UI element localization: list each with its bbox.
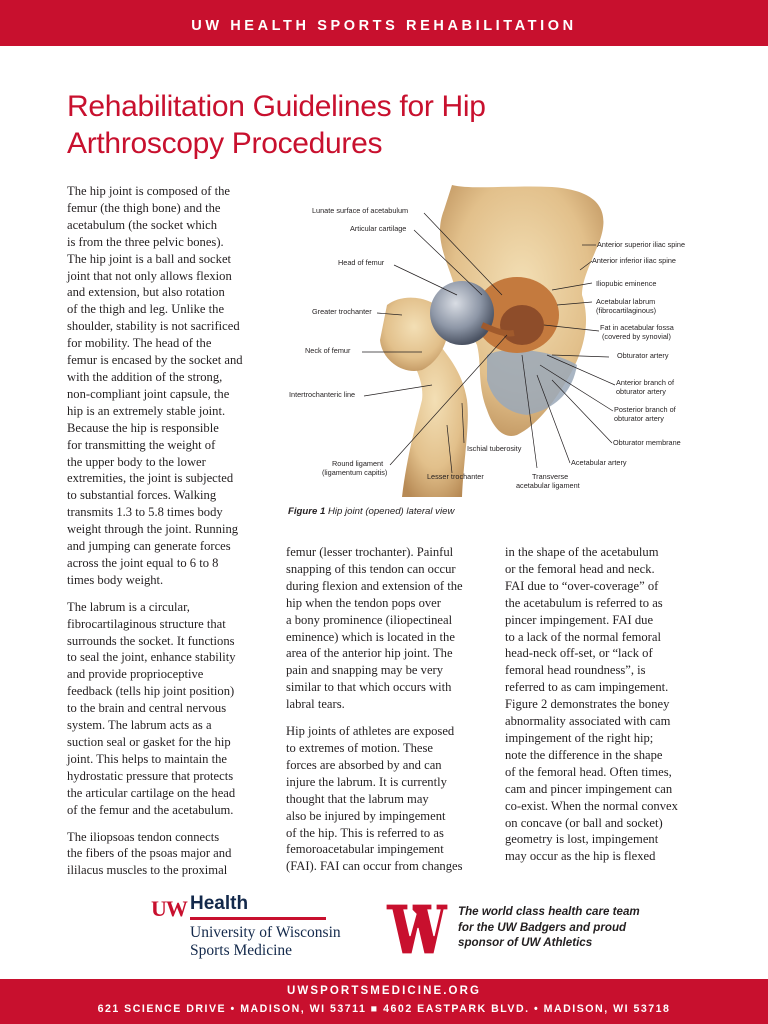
text-line: Figure 2 demonstrates the boney — [505, 697, 670, 712]
text-line: femur (the thigh bone) and the — [67, 200, 221, 215]
label-transverse-2: acetabular ligament — [516, 481, 580, 490]
text-line: pincer impingement. FAI due — [505, 612, 654, 627]
logo-rule — [190, 917, 326, 920]
tagline — [458, 904, 678, 951]
text-line: joint that not only allows flexion — [67, 268, 232, 283]
text-line: or the femoral head and neck. — [505, 561, 655, 576]
text-line: area of the anterior hip joint. The — [286, 646, 453, 661]
column1-paragraph-1 — [67, 183, 263, 589]
femoral-head-shape — [430, 281, 494, 345]
label-obt-membrane: Obturator membrane — [613, 438, 681, 447]
banner-text: UW HEALTH SPORTS REHABILITATION — [191, 18, 577, 34]
text-line: on concave (or ball and socket) — [505, 815, 663, 830]
label-round-1: Round ligament — [332, 459, 384, 468]
motion-w-shape — [386, 904, 448, 954]
uw-health-logo-mark: UW — [151, 896, 187, 921]
acetabular-fossa-shape — [500, 305, 544, 345]
text-line: transmits 1.3 to 5.8 times body — [67, 505, 223, 520]
label-iliopubic: Iliopubic eminence — [596, 279, 657, 288]
label-post-branch-1: Posterior branch of — [614, 405, 676, 414]
label-articular: Articular cartilage — [350, 224, 407, 233]
text-line: hip when the tendon pops over — [286, 595, 441, 610]
text-line: the articular cartilage on the head — [67, 785, 236, 800]
text-line: for transmitting the weight of — [67, 437, 216, 452]
title-line-2: Arthroscopy Procedures — [67, 127, 383, 160]
text-line: to extremes of motion. These — [286, 740, 434, 755]
text-line: hydrostatic pressure that protects — [67, 768, 234, 783]
label-intertroch: Intertrochanteric line — [289, 390, 356, 399]
text-line: to seal the joint, enhance stability — [67, 650, 236, 665]
text-column-2 — [286, 544, 482, 885]
label-head: Head of femur — [338, 258, 385, 267]
label-ant-branch-2: obturator artery — [616, 387, 666, 396]
text-line: Because the hip is responsible — [67, 420, 219, 435]
text-line: suction seal or gasket for the hip — [67, 735, 231, 749]
text-line: of the hip. This is referred to as — [286, 825, 444, 840]
tagline-line-1: The world class health care team — [458, 905, 640, 918]
text-line: cam and pincer impingement can — [505, 781, 673, 796]
text-line: across the joint equal to 6 to 8 — [67, 555, 219, 570]
text-line: The hip joint is composed of the — [67, 184, 230, 198]
text-line: times body weight. — [67, 572, 164, 587]
text-line: (FAI). FAI can occur from changes — [286, 859, 463, 874]
column1-paragraph-3 — [67, 829, 263, 880]
label-round-2: (ligamentum capitis) — [322, 468, 388, 477]
caption-label: Figure 1 — [288, 506, 326, 517]
text-line: forces are absorbed by and can — [286, 757, 442, 772]
text-line: femoral head roundness”, is — [505, 663, 646, 678]
website-link[interactable]: UWSPORTSMEDICINE.ORG — [286, 985, 482, 997]
column2-paragraph-2 — [286, 723, 482, 875]
text-line: labral tears. — [286, 697, 345, 712]
tagline-line-2: for the UW Badgers and proud — [458, 920, 627, 934]
text-line: thought that the labrum may — [286, 791, 429, 806]
text-line: The hip joint is a ball and socket — [67, 251, 232, 266]
label-fat-1: Fat in acetabular fossa — [600, 323, 674, 332]
address-text: 621 SCIENCE DRIVE • MADISON, WI 53711 ■ 4602 EASTPARK BLVD. • MADISON, WI 53718 — [97, 1003, 671, 1015]
text-line: weight through the joint. Running — [67, 522, 239, 537]
text-line: of the femoral head. Often times, — [505, 764, 672, 779]
text-line: non-compliant joint capsule, the — [67, 386, 230, 401]
column3-paragraph-1 — [505, 544, 707, 865]
text-line: joint. This helps to maintain the — [67, 751, 227, 766]
logo-sub-line-1: University of Wisconsin — [190, 924, 341, 941]
text-line: geometry is lost, impingement — [505, 832, 659, 847]
text-line: The labrum is a circular, — [67, 599, 190, 614]
text-line: referred to as cam impingement. — [505, 680, 669, 695]
text-column-1 — [67, 183, 263, 889]
tagline-line-3: sponsor of UW Athletics — [458, 936, 593, 949]
text-line: during flexion and extension of the — [286, 578, 463, 593]
text-line: femur is encased by the socket and — [67, 353, 243, 368]
label-fat-2: (covered by synovial) — [602, 332, 671, 341]
text-line: the acetabulum is referred to as — [505, 595, 663, 610]
uw-sports-medicine-text — [190, 924, 341, 959]
column1-paragraph-2 — [67, 599, 263, 819]
hip-joint-figure — [282, 185, 712, 497]
text-line: to substantial forces. Walking — [67, 488, 217, 503]
label-greater: Greater trochanter — [312, 307, 372, 316]
text-line: head-neck off-set, or “lack of — [505, 646, 653, 661]
text-line: also be injured by impingement — [286, 808, 446, 823]
text-line: to a lack of the normal femoral — [505, 629, 661, 644]
text-line: the fibers of the psoas major and — [67, 846, 232, 861]
label-aiis: Anterior inferior iliac spine — [592, 256, 676, 265]
text-line: snapping of this tendon can occur — [286, 561, 456, 576]
label-obt-artery: Obturator artery — [617, 351, 669, 360]
text-line: The iliopsoas tendon connects — [67, 829, 220, 844]
text-line: with the addition of the strong, — [67, 369, 223, 384]
figure-caption — [288, 506, 454, 517]
text-line: ililacus muscles to the proximal — [67, 863, 228, 878]
label-ant-branch-1: Anterior branch of — [616, 378, 675, 387]
text-line: injure the labrum. It is currently — [286, 774, 447, 789]
text-line: FAI due to “over-coverage” of — [505, 578, 659, 593]
text-line: note the difference in the shape — [505, 747, 663, 762]
label-ischial: Ischial tuberosity — [467, 444, 522, 453]
label-acet-artery: Acetabular artery — [571, 458, 627, 467]
text-column-3 — [505, 544, 707, 875]
label-labrum-2: (fibrocartilaginous) — [596, 306, 657, 315]
text-line: surrounds the socket. It functions — [67, 633, 235, 648]
text-line: Hip joints of athletes are exposed — [286, 724, 455, 739]
text-line: a bony prominence (iliopectineal — [286, 612, 453, 627]
title-line-1: Rehabilitation Guidelines for Hip — [67, 90, 486, 123]
caption-text: Hip joint (opened) lateral view — [325, 506, 455, 517]
logo-sub-line-2: Sports Medicine — [190, 941, 293, 959]
text-line: and provide proprioceptive — [67, 667, 204, 682]
text-line: eminence) which is located in the — [286, 629, 455, 644]
label-transverse-1: Transverse — [532, 472, 569, 481]
text-line: the upper body to the lower — [67, 454, 206, 469]
text-line: co-exist. When the normal convex — [505, 798, 678, 813]
label-asis: Anterior superior iliac spine — [597, 240, 686, 249]
text-line: fibrocartilaginous structure that — [67, 616, 226, 631]
text-line: femur (lesser trochanter). Painful — [286, 545, 454, 559]
text-line: is from the three pelvic bones). — [67, 234, 224, 249]
label-lesser: Lesser trochanter — [427, 472, 484, 481]
page-title — [67, 88, 727, 162]
text-line: in the shape of the acetabulum — [505, 545, 659, 559]
text-line: extremities, the joint is subjected — [67, 471, 234, 486]
text-line: and extension, but also rotation — [67, 285, 225, 300]
text-line: may occur as the hip is flexed — [505, 849, 656, 864]
label-lunate: Lunate surface of acetabulum — [312, 206, 409, 215]
uw-health-logo-text: Health — [190, 893, 249, 914]
text-line: acetabulum (the socket which — [67, 217, 218, 232]
text-line: and jumping can generate forces — [67, 539, 231, 554]
text-line: feedback (tells hip joint position) — [67, 684, 235, 699]
text-line: abnormality associated with cam — [505, 714, 671, 729]
column2-paragraph-1 — [286, 544, 482, 713]
label-post-branch-2: obturator artery — [614, 414, 664, 423]
text-line: to the brain and central nervous — [67, 701, 227, 716]
label-labrum-1: Acetabular labrum — [596, 297, 656, 306]
text-line: for mobility. The head of the — [67, 336, 212, 351]
motion-w-logo — [382, 896, 450, 960]
text-line: of the femur and the acetabulum. — [67, 802, 234, 817]
text-line: hip is an extremely stable joint. — [67, 403, 226, 418]
text-line: shoulder, stability is not sacrificed — [67, 319, 240, 334]
text-line: impingement of the right hip; — [505, 730, 654, 745]
text-line: femoroacetabular impingement — [286, 842, 444, 857]
label-neck: Neck of femur — [305, 346, 351, 355]
text-line: pain and snapping may be very — [286, 663, 444, 678]
text-line: of the thigh and leg. Unlike the — [67, 302, 225, 317]
text-line: similar to that which occurs with — [286, 680, 452, 695]
text-line: system. The labrum acts as a — [67, 718, 212, 733]
